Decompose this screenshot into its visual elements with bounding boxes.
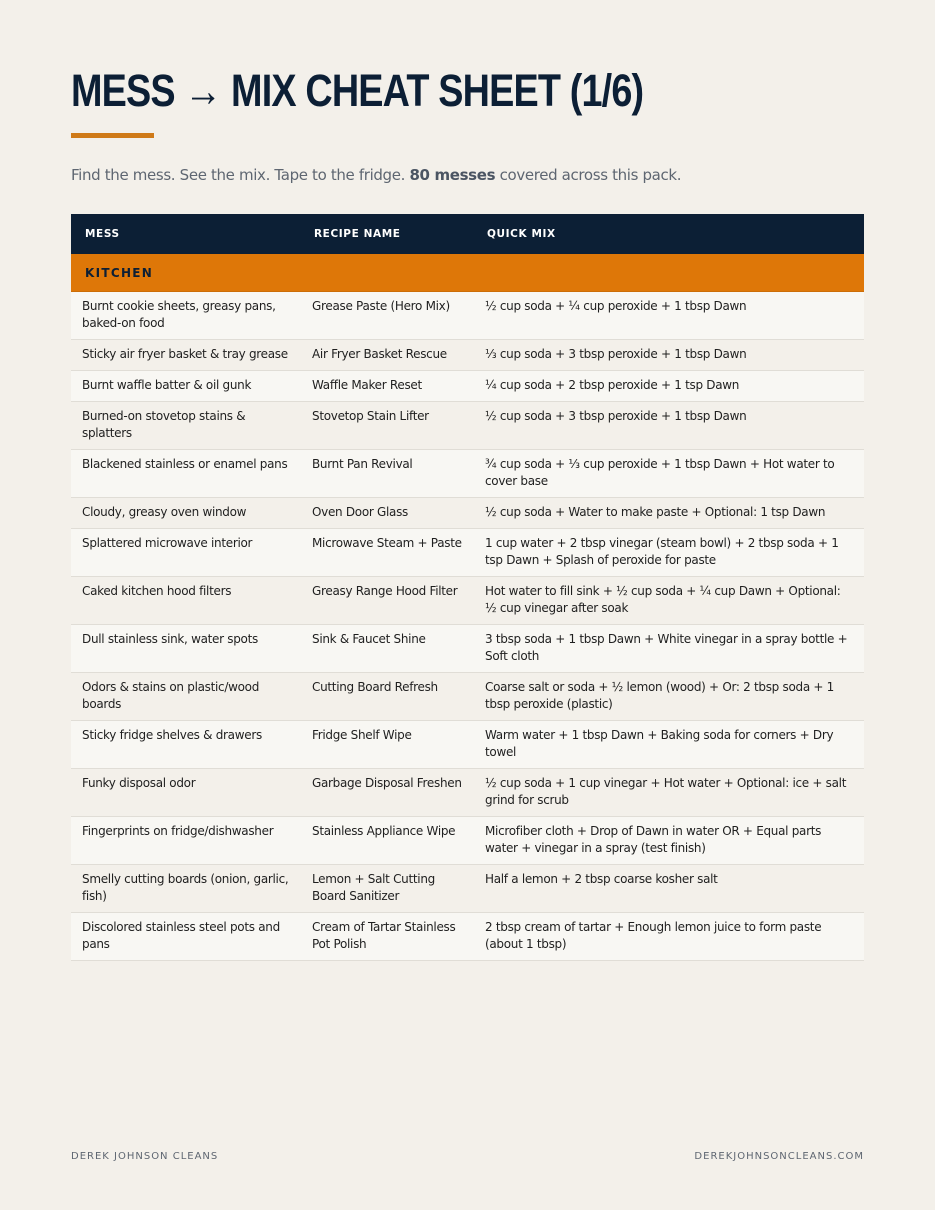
recipe-name-cell: Lemon + Salt Cutting Board Sanitizer: [301, 865, 474, 913]
mess-cell: Burnt waffle batter & oil gunk: [71, 371, 301, 402]
table-row: [71, 292, 864, 340]
table-row: [71, 865, 864, 913]
quick-mix-cell: ¼ cup soda + 2 tbsp peroxide + 1 tsp Dawn: [474, 371, 864, 402]
recipe-name-cell: Grease Paste (Hero Mix): [301, 292, 474, 340]
column-header-mess: MESS: [71, 214, 301, 254]
mess-cell: Odors & stains on plastic/wood boards: [71, 673, 301, 721]
recipe-name-cell: Sink & Faucet Shine: [301, 625, 474, 673]
intro-suffix: covered across this pack.: [499, 166, 682, 184]
page-title: MESS → MIX CHEAT SHEET (1/6): [71, 65, 644, 116]
recipe-name-cell: Garbage Disposal Freshen: [301, 769, 474, 817]
table-row: [71, 498, 864, 529]
recipe-name-cell: Greasy Range Hood Filter: [301, 577, 474, 625]
mess-cell: Smelly cutting boards (onion, garlic, fish): [71, 865, 301, 913]
mess-cell: Fingerprints on fridge/dishwasher: [71, 817, 301, 865]
section-label: KITCHEN: [71, 254, 864, 292]
quick-mix-cell: ¾ cup soda + ⅓ cup peroxide + 1 tbsp Dawn + Hot water to cover base: [474, 450, 864, 498]
mess-cell: Burnt cookie sheets, greasy pans, baked-on food: [71, 292, 301, 340]
table-row: [71, 913, 864, 961]
quick-mix-cell: ½ cup soda + 3 tbsp peroxide + 1 tbsp Dawn: [474, 402, 864, 450]
quick-mix-cell: ½ cup soda + Water to make paste + Optional: 1 tsp Dawn: [474, 498, 864, 529]
table-row: [71, 817, 864, 865]
table-header-row: [71, 214, 864, 254]
recipe-name-cell: Microwave Steam + Paste: [301, 529, 474, 577]
quick-mix-cell: Coarse salt or soda + ½ lemon (wood) + Or: 2 tbsp soda + 1 tbsp peroxide (plastic): [474, 673, 864, 721]
quick-mix-cell: Microfiber cloth + Drop of Dawn in water OR + Equal parts water + vinegar in a spray (test finish): [474, 817, 864, 865]
cheat-sheet-table: [71, 214, 864, 961]
table-row: [71, 340, 864, 371]
recipe-name-cell: Air Fryer Basket Rescue: [301, 340, 474, 371]
quick-mix-cell: ½ cup soda + 1 cup vinegar + Hot water + Optional: ice + salt grind for scrub: [474, 769, 864, 817]
recipe-name-cell: Fridge Shelf Wipe: [301, 721, 474, 769]
column-header-recipe-name: RECIPE NAME: [301, 214, 474, 254]
title-underline: [71, 133, 154, 138]
mess-cell: Caked kitchen hood filters: [71, 577, 301, 625]
table-row: [71, 721, 864, 769]
mess-cell: Sticky air fryer basket & tray grease: [71, 340, 301, 371]
table-row: [71, 673, 864, 721]
recipe-name-cell: Stovetop Stain Lifter: [301, 402, 474, 450]
table-row: [71, 402, 864, 450]
column-header-quick-mix: QUICK MIX: [474, 214, 864, 254]
quick-mix-cell: Warm water + 1 tbsp Dawn + Baking soda for corners + Dry towel: [474, 721, 864, 769]
mess-cell: Splattered microwave interior: [71, 529, 301, 577]
table-row: [71, 769, 864, 817]
mess-cell: Blackened stainless or enamel pans: [71, 450, 301, 498]
mess-cell: Dull stainless sink, water spots: [71, 625, 301, 673]
quick-mix-cell: 3 tbsp soda + 1 tbsp Dawn + White vinegar in a spray bottle + Soft cloth: [474, 625, 864, 673]
table-row: [71, 371, 864, 402]
mess-cell: Funky disposal odor: [71, 769, 301, 817]
quick-mix-cell: ½ cup soda + ¼ cup peroxide + 1 tbsp Dawn: [474, 292, 864, 340]
mess-cell: Burned-on stovetop stains & splatters: [71, 402, 301, 450]
mess-count: 80 messes: [409, 166, 496, 184]
table-row: [71, 625, 864, 673]
intro-sentence: Find the mess. See the mix. Tape to the fridge.: [71, 166, 406, 184]
table-row: [71, 529, 864, 577]
quick-mix-cell: Hot water to fill sink + ½ cup soda + ¼ cup Dawn + Optional: ½ cup vinegar after soak: [474, 577, 864, 625]
quick-mix-cell: Half a lemon + 2 tbsp coarse kosher salt: [474, 865, 864, 913]
footer-brand: DEREK JOHNSON CLEANS: [71, 1151, 219, 1162]
recipe-name-cell: Waffle Maker Reset: [301, 371, 474, 402]
section-row-kitchen: [71, 254, 864, 292]
recipe-name-cell: Cream of Tartar Stainless Pot Polish: [301, 913, 474, 961]
recipe-name-cell: Stainless Appliance Wipe: [301, 817, 474, 865]
footer-website: DEREKJOHNSONCLEANS.COM: [694, 1151, 864, 1162]
table-row: [71, 577, 864, 625]
intro-text: [71, 164, 681, 186]
quick-mix-cell: ⅓ cup soda + 3 tbsp peroxide + 1 tbsp Dawn: [474, 340, 864, 371]
recipe-name-cell: Burnt Pan Revival: [301, 450, 474, 498]
table-row: [71, 450, 864, 498]
recipe-name-cell: Cutting Board Refresh: [301, 673, 474, 721]
mess-cell: Sticky fridge shelves & drawers: [71, 721, 301, 769]
recipe-name-cell: Oven Door Glass: [301, 498, 474, 529]
mess-cell: Cloudy, greasy oven window: [71, 498, 301, 529]
quick-mix-cell: 2 tbsp cream of tartar + Enough lemon juice to form paste (about 1 tbsp): [474, 913, 864, 961]
quick-mix-cell: 1 cup water + 2 tbsp vinegar (steam bowl) + 2 tbsp soda + 1 tsp Dawn + Splash of peroxide for paste: [474, 529, 864, 577]
mess-cell: Discolored stainless steel pots and pans: [71, 913, 301, 961]
